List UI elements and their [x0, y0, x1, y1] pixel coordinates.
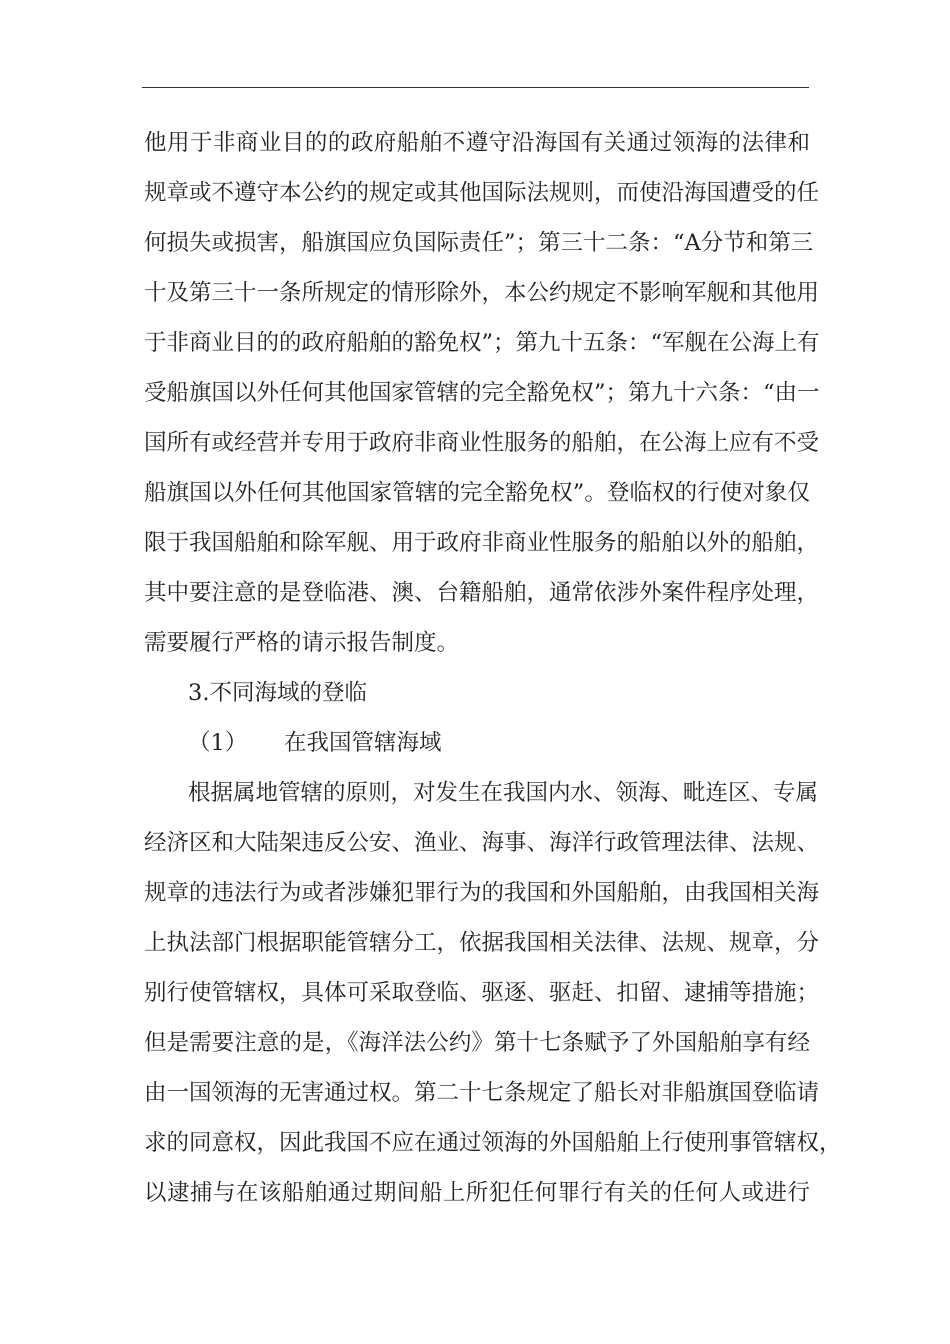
paragraph-1-line: 他用于非商业目的的政府船舶不遵守沿海国有关通过领海的法律和 [144, 130, 810, 156]
paragraph-1-line: 需要履行严格的请示报告制度。 [144, 630, 460, 656]
paragraph-2-line: 以逮捕与在该船舶通过期间船上所犯任何罪行有关的任何人或进行 [144, 1180, 810, 1206]
paragraph-1-line: 限于我国船舶和除军舰、用于政府非商业性服务的船舶以外的船舶， [144, 530, 820, 556]
subsection-heading [144, 718, 810, 768]
header-rule [142, 87, 809, 88]
paragraph-1 [144, 118, 820, 668]
paragraph-1-line: 国所有或经营并专用于政府非商业性服务的船舶，在公海上应有不受 [144, 430, 820, 456]
paragraph-2-line: 经济区和大陆架违反公安、渔业、海事、海洋行政管理法律、法规、 [144, 830, 820, 856]
paragraph-2-line: 但是需要注意的是，《海洋法公约》第十七条赋予了外国船舶享有经 [144, 1030, 810, 1056]
paragraph-1-line: 何损失或损害，船旗国应负国际责任”；第三十二条：“A分节和第三 [144, 230, 814, 256]
subsection-title: 在我国管辖海域 [284, 730, 442, 756]
paragraph-2-line: 别行使管辖权，具体可采取登临、驱逐、驱赶、扣留、逮捕等措施； [144, 980, 820, 1006]
paragraph-1-line: 规章或不遵守本公约的规定或其他国际法规则，而使沿海国遭受的任 [144, 180, 820, 206]
section-heading: 3.不同海域的登临 [188, 680, 367, 706]
paragraph-2-line: 上执法部门根据职能管辖分工，依据我国相关法律、法规、规章，分 [144, 930, 820, 956]
subsection-number: （1） [188, 730, 248, 756]
paragraph-1-line: 其中要注意的是登临港、澳、台籍船舶，通常依涉外案件程序处理， [144, 580, 820, 606]
paragraph-2-line: 由一国领海的无害通过权。第二十七条规定了船长对非船旗国登临请 [144, 1080, 820, 1106]
paragraph-1-line: 于非商业目的的政府船舶的豁免权”；第九十五条：“军舰在公海上有 [144, 330, 820, 356]
paragraph-1-line: 受船旗国以外任何其他国家管辖的完全豁免权”；第九十六条：“由一 [144, 380, 820, 406]
paragraph-2 [144, 768, 842, 1218]
paragraph-1-line: 十及第三十一条所规定的情形除外，本公约规定不影响军舰和其他用 [144, 280, 820, 306]
paragraph-2-line: 求的同意权，因此我国不应在通过领海的外国船舶上行使刑事管辖权， [144, 1130, 842, 1156]
paragraph-2-line: 规章的违法行为或者涉嫌犯罪行为的我国和外国船舶，由我国相关海 [144, 880, 820, 906]
paragraph-1-line: 船旗国以外任何其他国家管辖的完全豁免权”。登临权的行使对象仅 [144, 480, 810, 506]
paragraph-2-line: 根据属地管辖的原则，对发生在我国内水、领海、毗连区、专属 [188, 780, 819, 806]
body-text [144, 118, 842, 1218]
